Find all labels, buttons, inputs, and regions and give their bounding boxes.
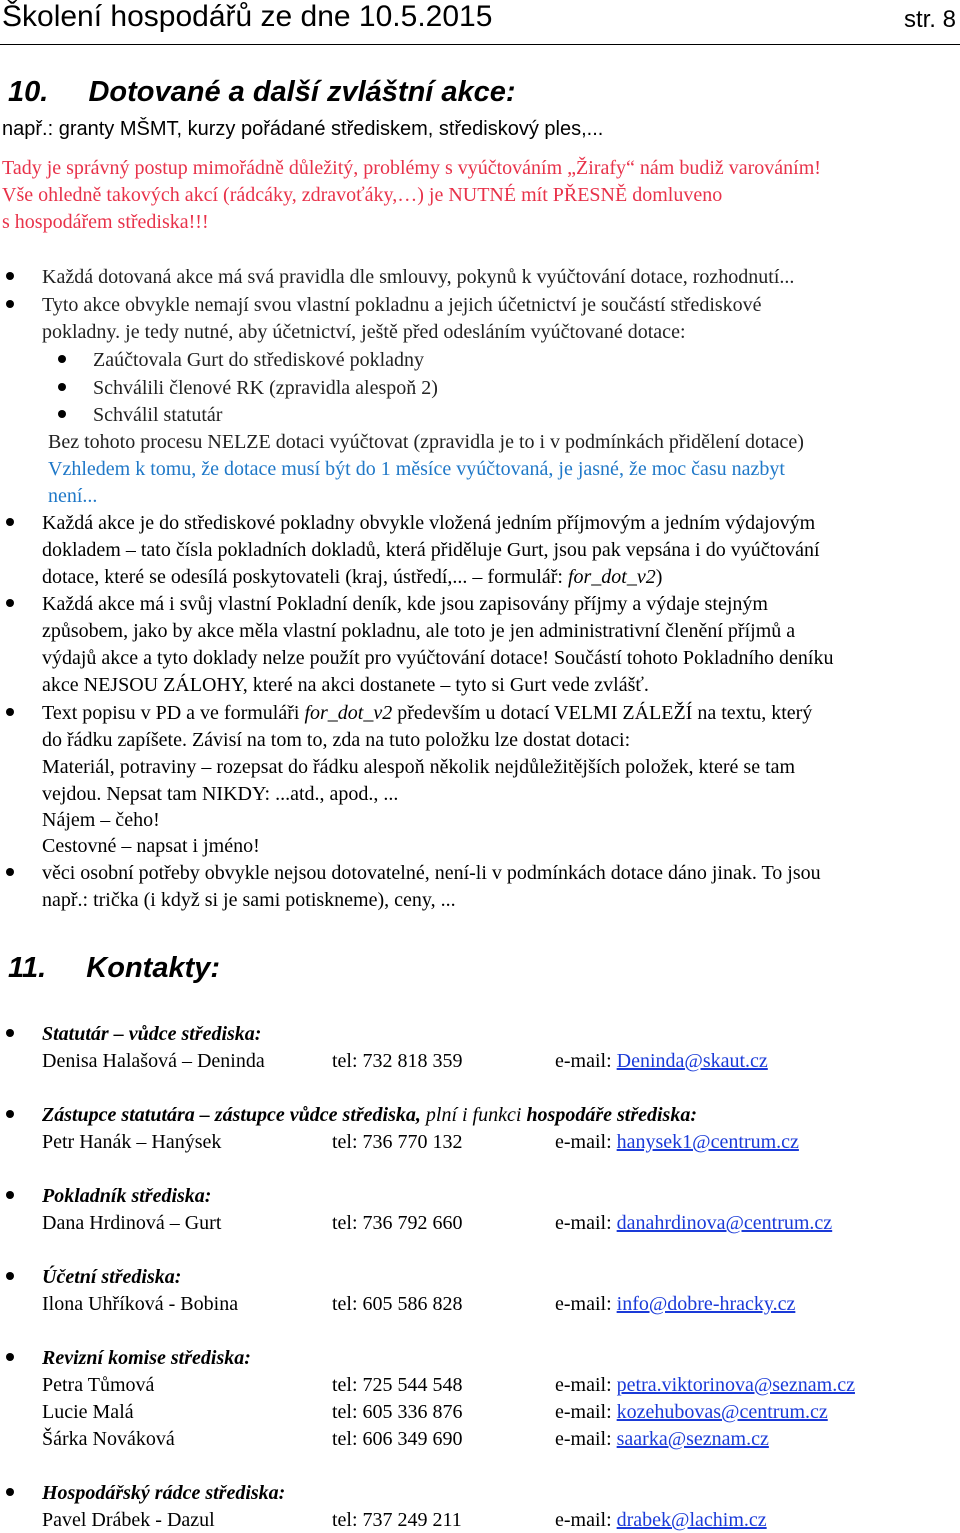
bullet-4-line-2: způsobem, jako by akce měla vlastní pokladnu, ale toto je jen administrativní členění příjmů a [42,620,796,642]
warning-line-1: Tady je správný postup mimořádně důležitý, problémy s vyúčtováním „Žirafy“ nám budiž varováním! [2,157,821,179]
section-10-heading [8,76,516,109]
contact-email: e-mail: danahrdinova@centrum.cz [555,1212,833,1234]
section-10-title: Dotované a další zvláštní akce: [88,76,516,108]
contact-phone: tel: 725 544 548 [332,1374,463,1396]
contact-email: e-mail: info@dobre-hracky.cz [555,1293,796,1315]
contact-phone: tel: 605 586 828 [332,1293,463,1315]
bullet [6,599,14,607]
bullet-5-line-1: Text popisu v PD a ve formuláři for_dot_v2 především u dotací VELMI ZÁLEŽÍ na textu, který [42,702,813,724]
contact-role-label: Hospodářský rádce střediska: [42,1482,286,1504]
bullet-4-line-4: akce NEJSOU ZÁLOHY, které na akci dostanete – tyto si Gurt vede zvlášť. [42,674,649,696]
no-process-note: Bez tohoto procesu NELZE dotaci vyúčtovat (zpravidla je to i v podmínkách přidělení dotace) [48,431,804,453]
bullet [6,300,14,308]
bullet-5-line-2: do řádku zapíšete. Závisí na tom to, zda na tuto položku lze dostat dotaci: [42,729,631,751]
email-link[interactable]: kozehubovas@centrum.cz [616,1401,828,1423]
contact-role-label: Zástupce statutára – zástupce vůdce střediska, plní i funkci hospodáře střediska: [42,1104,698,1126]
bullet [6,1272,14,1280]
bullet-6-line-1: věci osobní potřeby obvykle nejsou dotovatelné, není-li v podmínkách dotace dáno jinak. To jsou [42,862,821,884]
bullet [58,383,66,391]
bullet [6,868,14,876]
bullet-2-line-2: pokladny. je tedy nutné, aby účetnictví, ještě před odesláním vyúčtované dotace: [42,321,686,343]
bullet [6,1353,14,1361]
contact-name: Dana Hrdinová – Gurt [42,1212,222,1234]
contact-phone: tel: 737 249 211 [332,1509,462,1531]
section-11-number: 11. [8,952,47,984]
bullet-5-line-4: vejdou. Nepsat tam NIKDY: ...atd., apod., ... [42,783,399,805]
bullet-3-line-1: Každá akce je do střediskové pokladny obvykle vložená jedním příjmovým a jedním výdajovým [42,512,816,534]
email-link[interactable]: saarka@seznam.cz [616,1428,769,1450]
bullet [6,1110,14,1118]
bullet [6,272,14,280]
contact-role-label: Pokladník střediska: [42,1185,212,1207]
form-name: for_dot_v2 [304,702,393,724]
bullet-3-line-2: dokladem – tato čísla pokladních dokladů, která přiděluje Gurt, jsou pak vepsána i do vyúčtování [42,539,820,561]
warning-line-2: Vše ohledně takových akcí (rádcáky, zdravoťáky,…) je NUTNÉ mít PŘESNĚ domluveno [2,184,723,206]
bullet-5-line-5: Nájem – čeho! [42,809,160,831]
bullet-6-line-2: např.: trička (i když si je sami potiskneme), ceny, ... [42,889,456,911]
bullet-1-text: Každá dotovaná akce má svá pravidla dle smlouvy, pokynů k vyúčtování dotace, rozhodnutí... [42,266,795,288]
bullet-5-line-3: Materiál, potraviny – rozepsat do řádku alespoň několik nejdůležitějších položek, které se tam [42,756,796,778]
contact-phone: tel: 736 792 660 [332,1212,463,1234]
section-11-heading [8,952,220,985]
email-link[interactable]: petra.viktorinova@seznam.cz [616,1374,855,1396]
bullet [58,355,66,363]
bullet-3-line-3: dotace, které se odesílá poskytovateli (kraj, ústředí,... – formulář: for_dot_v2) [42,566,663,588]
bullet [6,1488,14,1496]
bullet [58,410,66,418]
page-number: str. 8 [903,6,956,33]
blue-note-line-2: není... [48,485,98,507]
contact-role-label: Revizní komise střediska: [42,1347,251,1369]
contact-phone: tel: 732 818 359 [332,1050,463,1072]
contact-role-label: Statutár – vůdce střediska: [42,1023,262,1045]
section-10-intro: např.: granty MŠMT, kurzy pořádané střediskem, střediskový ples,... [2,118,604,140]
sub-item-1: Zaúčtovala Gurt do střediskové pokladny [93,349,425,371]
email-link[interactable]: Deninda@skaut.cz [616,1050,768,1072]
section-10-number: 10. [8,76,49,108]
page-header [0,0,960,45]
contact-name: Pavel Drábek - Dazul [42,1509,215,1531]
email-link[interactable]: drabek@lachim.cz [616,1509,767,1531]
contact-name: Denisa Halašová – Deninda [42,1050,265,1072]
sub-item-2: Schválili členové RK (zpravidla alespoň 2) [93,377,438,399]
contact-name: Petr Hanák – Hanýsek [42,1131,222,1153]
bullet-2-line-1: Tyto akce obvykle nemají svou vlastní pokladnu a jejich účetnictví je součástí střediskové [42,294,762,316]
email-link[interactable]: danahrdinova@centrum.cz [616,1212,833,1234]
bullet [6,518,14,526]
bullet [6,1191,14,1199]
contact-email: e-mail: hanysek1@centrum.cz [555,1131,799,1153]
form-name: for_dot_v2 [567,566,656,588]
document-title: Školení hospodářů ze dne 10.5.2015 [2,0,493,33]
bullet-4-line-3: výdajů akce a tyto doklady nelze použít pro vyúčtování dotace! Součástí tohoto Pokladního deníku [42,647,834,669]
bullet [6,1029,14,1037]
contact-name: Petra Tůmová [42,1374,155,1396]
contact-email: e-mail: Deninda@skaut.cz [555,1050,768,1072]
contact-role-label: Účetní střediska: [42,1266,182,1288]
blue-note-line-1: Vzhledem k tomu, že dotace musí být do 1 měsíce vyúčtovaná, je jasné, že moc času nazbyt [48,458,785,480]
contact-email: e-mail: kozehubovas@centrum.cz [555,1401,828,1423]
warning-line-3: s hospodářem střediska!!! [2,211,209,233]
contact-phone: tel: 606 349 690 [332,1428,463,1450]
bullet-5-line-6: Cestovné – napsat i jméno! [42,835,260,857]
contact-email: e-mail: drabek@lachim.cz [555,1509,767,1531]
email-link[interactable]: info@dobre-hracky.cz [616,1293,796,1315]
contact-name: Ilona Uhříková - Bobina [42,1293,239,1315]
contact-name: Šárka Nováková [42,1428,175,1450]
email-link[interactable]: hanysek1@centrum.cz [616,1131,799,1153]
contact-phone: tel: 605 336 876 [332,1401,463,1423]
bullet [6,708,14,716]
contact-email: e-mail: petra.viktorinova@seznam.cz [555,1374,855,1396]
section-11-title: Kontakty: [86,952,221,984]
sub-item-3: Schválil statutár [93,404,223,426]
contact-email: e-mail: saarka@seznam.cz [555,1428,769,1450]
bullet-4-line-1: Každá akce má i svůj vlastní Pokladní deník, kde jsou zapisovány příjmy a výdaje stejným [42,593,768,615]
contact-name: Lucie Malá [42,1401,134,1423]
contact-phone: tel: 736 770 132 [332,1131,463,1153]
